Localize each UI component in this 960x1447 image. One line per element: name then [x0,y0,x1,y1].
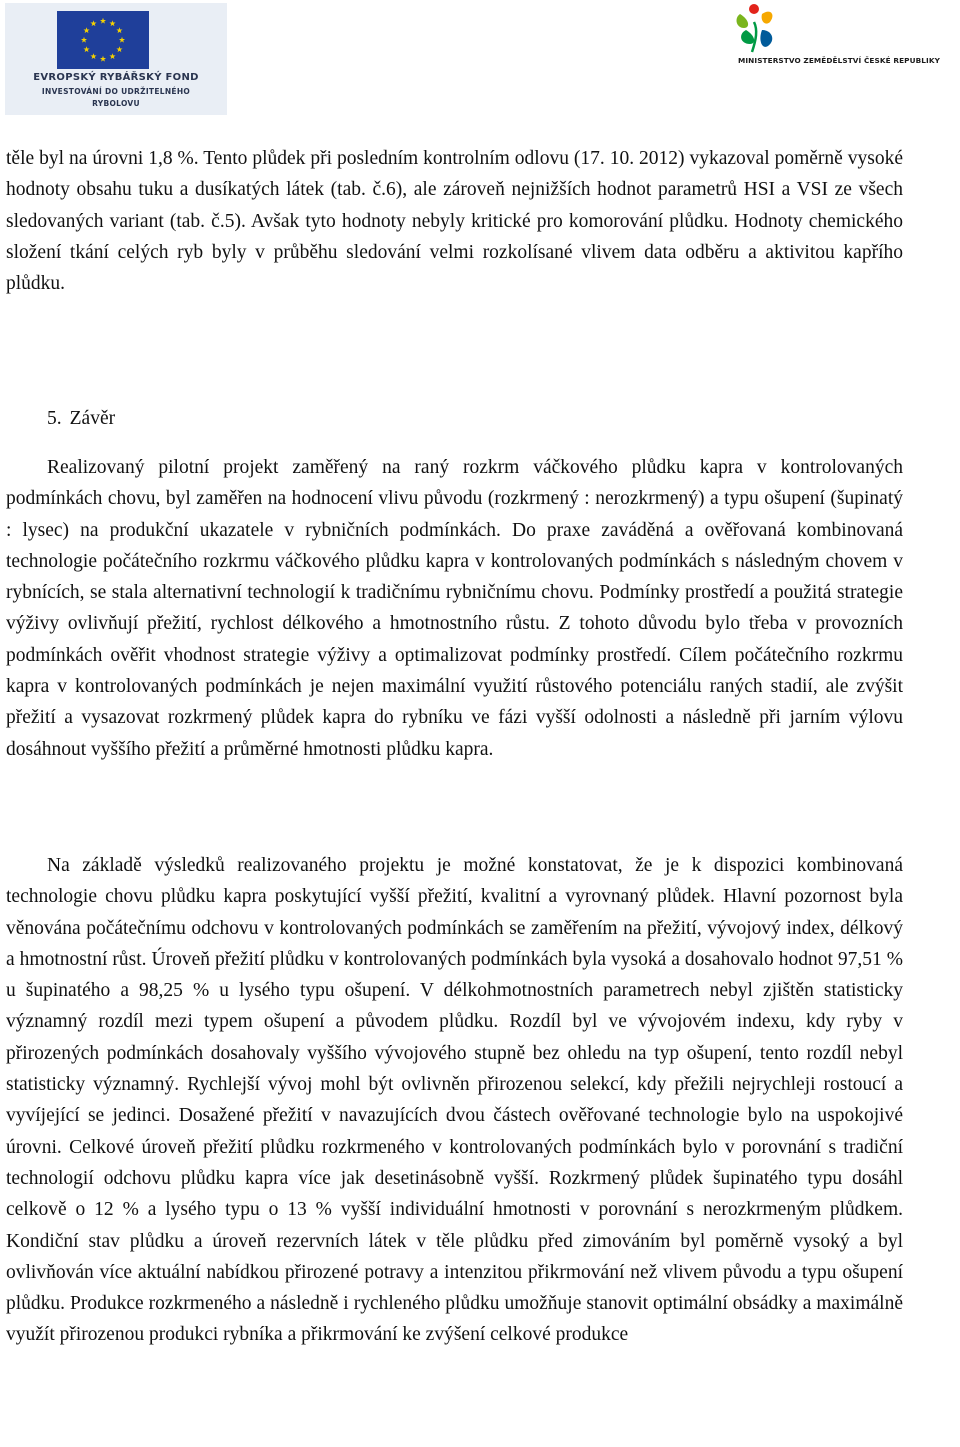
eu-fund-logo [5,3,227,115]
section-heading [47,403,115,434]
paragraph-conclusion-1: Realizovaný pilotní projekt zaměřený na raný rozkrm váčkového plůdku kapra v kontrolovaných podmínkách chovu, byl zaměřen na hodnocení vlivu původu (rozkrmený : nerozkrmený) a typu ošupení (šupinatý : lysec) na produkční ukazatele v rybničních podmínkách. Do praxe zaváděná a ověřovaná kombinovaná technologie počátečního rozkrmu váčkového plůdku kapra v kontrolovaných podmínkách s následným chovem v rybnících, se stala alternativní technologií k tradičnímu rybničnímu chovu. Podmínky prostředí a použitá strategie výživy ovlivňují přežití, rychlost délkového a hmotnostního růstu. Z tohoto důvodu bylo třeba v provozních podmínkách ověřit vhodnost strategie výživy a optimalizovat podmínky prostředí. Cílem počátečního rozkrmu kapra v kontrolovaných podmínkách je nejen maximální využití růstového potenciálu raných stadií, ale zvýšit přežití a vysazovat rozkrmený plůdek kapra do rybníku ve fázi vyšší odolnosti a následně při jarním výlovu dosáhnout vyššího přežití a průměrné hmotnosti plůdku kapra. [6,457,903,760]
eu-flag-icon [57,11,149,69]
eu-logo-line3: RYBOLOVU [92,99,140,108]
eu-logo-line1: EVROPSKÝ RYBÁŘSKÝ FOND [33,72,199,83]
paragraph-conclusion-2: Na základě výsledků realizovaného projektu je možné konstatovat, že je k dispozici kombinovaná technologie chovu plůdku kapra poskytující vyšší přežití, kvalitní a vyrovnaný plůdek. Hlavní pozornost byla věnována počátečnímu odchovu v kontrolovaných podmínkách se zaměřením na přežití, vývojový index, délkový a hmotnostní růst. Úroveň přežití plůdku v kontrolovaných podmínkách byla vysoká a dosahovalo hodnot 97,51 % u šupinatého a 98,25 % u lysého typu ošupení. V délkohmotnostních parametrech nebyl zjištěn statisticky významný rozdíl mezi typem ošupení a původem plůdku. Rozdíl byl ve vývojovém indexu, kdy ryby v přirozených podmínkách dosahovaly vyššího vývojového stupně bez ohledu na typ ošupení, tento rozdíl nebyl statisticky významný. Rychlejší vývoj mohl být ovlivněn přirozenou selekcí, kdy přežili nejrychleji rostoucí a vyvíjející se jedinci. Dosažené přežití v navazujících dvou částech ověřované technologie bylo na uspokojivé úrovni. Celkové úroveň přežití plůdku rozkrmeného v kontrolovaných podmínkách bylo v porovnání s tradiční technologií odchovu plůdku kapra více jak desetinásobně vyšší. Rozkrmený plůdek šupinatého typu dosáhl celkově o 12 % a lysého typu o 13 % vyšší individuální hmotnosti v porovnání s nerozkrmeným plůdkem. Kondiční stav plůdku a úroveň rezervních látek v těle plůdku před zimováním byl poměrně vysoký a byl ovlivňován více aktuální nabídkou přirozené potravy a intenzitou přikrmování než vlivem původu a typu ošupení plůdku. Produkce rozkrmeného a následně i rychleného plůdku umožňuje stanovit optimální obsádky a maximálně využít přirozenou produkci rybníka a přikrmování ke zvýšení celkové produkce [6,855,903,1346]
eu-logo-line2: INVESTOVÁNÍ DO UDRŽITELNÉHO [41,87,191,96]
section-number: 5. [47,408,62,429]
section-title: Závěr [69,408,116,429]
ministry-logo [732,0,960,80]
ministry-name: MINISTERSTVO ZEMĚDĚLSTVÍ ČESKÉ REPUBLIKY [738,56,940,65]
paragraph-intro: těle byl na úrovni 1,8 %. Tento plůdek při posledním kontrolním odlovu (17. 10. 2012) vykazoval poměrně vysoké hodnoty obsahu tuku a dusíkatých látek (tab. č.6), ale zároveň nejnižších hodnot parametrů HSI a VSI ze všech sledovaných variant (tab. č.5). Avšak tyto hodnoty nebyly kritické pro komorování plůdku. Hodnoty chemického složení tkání celých ryb byly v průběhu sledování velmi rozkolísané vlivem data odběru a aktivitou kapřího plůdku. [6,148,903,295]
ministry-emblem-icon [732,0,778,56]
